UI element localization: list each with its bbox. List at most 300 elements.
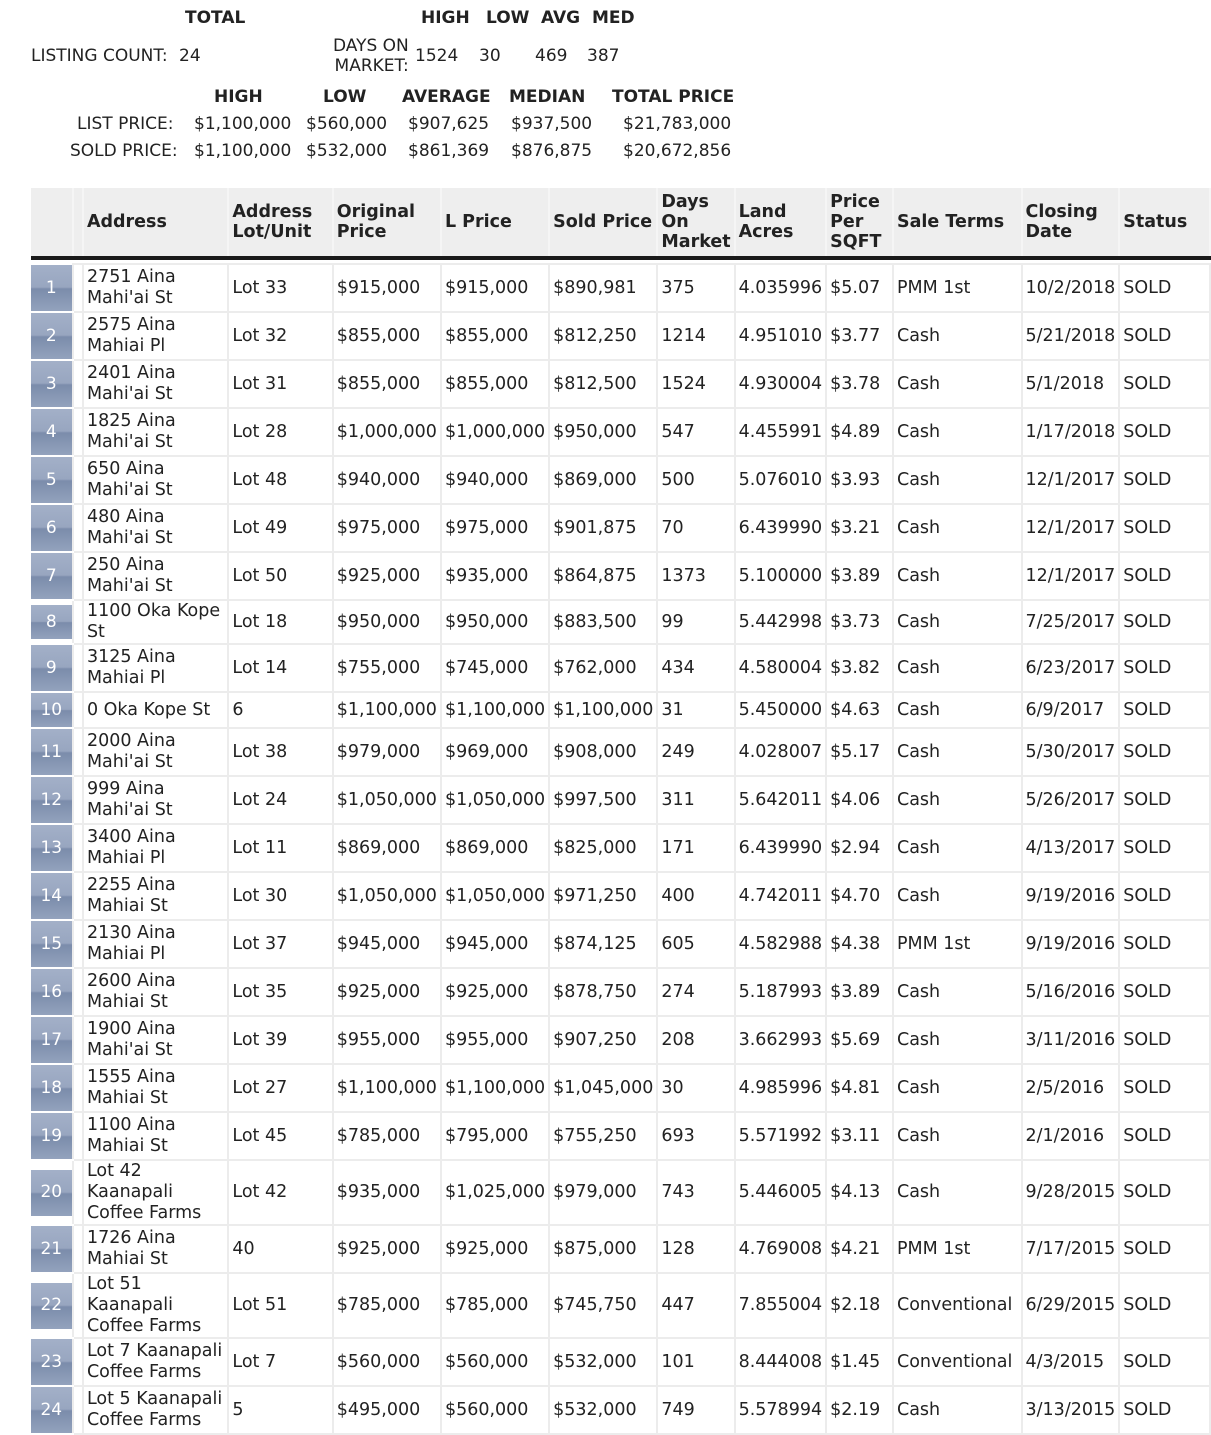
sale-terms-cell: Cash xyxy=(893,552,1022,600)
original-price-cell: $935,000 xyxy=(333,1160,441,1225)
original-price-cell: $1,100,000 xyxy=(333,692,441,728)
table-row[interactable] xyxy=(31,824,1210,872)
status-cell: SOLD xyxy=(1119,360,1210,408)
sold-price-cell: $755,250 xyxy=(549,1112,657,1160)
row-gap xyxy=(73,1160,83,1225)
sale-terms-cell: Cash xyxy=(893,456,1022,504)
status-cell: SOLD xyxy=(1119,728,1210,776)
land-acres-cell: 5.100000 xyxy=(735,552,827,600)
row-number: 4 xyxy=(31,409,72,455)
address-cell: 250 Aina Mahi'ai St xyxy=(83,552,228,600)
column-header-original-price[interactable]: Original Price xyxy=(333,188,441,258)
land-acres-cell: 4.742011 xyxy=(735,872,827,920)
row-gap xyxy=(73,872,83,920)
row-number-cell xyxy=(31,1016,73,1064)
row-gap xyxy=(73,1064,83,1112)
row-number: 20 xyxy=(31,1170,72,1216)
dom-label xyxy=(333,36,409,76)
row-gap xyxy=(73,1112,83,1160)
row-gap xyxy=(73,456,83,504)
closing-date-cell: 5/26/2017 xyxy=(1022,776,1120,824)
price-per-sqft-cell: $3.89 xyxy=(826,552,893,600)
sale-terms-cell: Cash xyxy=(893,824,1022,872)
land-acres-cell: 4.028007 xyxy=(735,728,827,776)
status-cell: SOLD xyxy=(1119,1386,1210,1434)
sale-terms-cell: PMM 1st xyxy=(893,920,1022,968)
price-per-sqft-cell: $4.70 xyxy=(826,872,893,920)
status-cell: SOLD xyxy=(1119,1016,1210,1064)
sale-terms-cell: Cash xyxy=(893,360,1022,408)
closing-date-cell: 1/17/2018 xyxy=(1022,408,1120,456)
price-per-sqft-cell: $4.63 xyxy=(826,692,893,728)
l-price-cell: $945,000 xyxy=(441,920,549,968)
column-header-price-per-sqft[interactable]: Price Per SQFT xyxy=(826,188,893,258)
table-row[interactable] xyxy=(31,1338,1210,1386)
row-number: 2 xyxy=(31,313,72,359)
original-price-cell: $855,000 xyxy=(333,360,441,408)
row-number-cell xyxy=(31,600,73,644)
row-gap xyxy=(73,968,83,1016)
dom-avg-value: 469 xyxy=(535,46,568,66)
l-price-cell: $975,000 xyxy=(441,504,549,552)
closing-date-cell: 4/13/2017 xyxy=(1022,824,1120,872)
status-cell: SOLD xyxy=(1119,1112,1210,1160)
row-number: 12 xyxy=(31,777,72,823)
row-gap xyxy=(73,360,83,408)
dom-header-high: HIGH xyxy=(421,8,470,28)
l-price-cell: $1,100,000 xyxy=(441,692,549,728)
land-acres-cell: 4.951010 xyxy=(735,312,827,360)
l-price-cell: $925,000 xyxy=(441,968,549,1016)
original-price-cell: $945,000 xyxy=(333,920,441,968)
price-header-low: LOW xyxy=(323,87,367,107)
row-number-cell xyxy=(31,1386,73,1434)
row-number-cell xyxy=(31,552,73,600)
price-per-sqft-cell: $1.45 xyxy=(826,1338,893,1386)
sold-price-cell: $883,500 xyxy=(549,600,657,644)
price-per-sqft-cell: $3.21 xyxy=(826,504,893,552)
dom-low-value: 30 xyxy=(479,46,501,66)
lot-unit-cell: Lot 45 xyxy=(228,1112,332,1160)
row-number: 17 xyxy=(31,1017,72,1063)
table-row[interactable] xyxy=(31,692,1210,728)
column-header-address[interactable]: Address xyxy=(83,188,228,258)
column-header-closing-date[interactable]: Closing Date xyxy=(1022,188,1120,258)
address-cell: 2600 Aina Mahiai St xyxy=(83,968,228,1016)
row-number-header xyxy=(31,188,73,258)
address-cell: 1100 Aina Mahiai St xyxy=(83,1112,228,1160)
closing-date-cell: 5/30/2017 xyxy=(1022,728,1120,776)
l-price-cell: $1,050,000 xyxy=(441,776,549,824)
land-acres-cell: 5.442998 xyxy=(735,600,827,644)
list-price-low: $560,000 xyxy=(306,114,388,134)
original-price-cell: $975,000 xyxy=(333,504,441,552)
row-number: 10 xyxy=(31,693,72,727)
status-cell: SOLD xyxy=(1119,692,1210,728)
column-header-land-acres[interactable]: Land Acres xyxy=(735,188,827,258)
closing-date-cell: 12/1/2017 xyxy=(1022,504,1120,552)
address-cell: 480 Aina Mahi'ai St xyxy=(83,504,228,552)
row-number: 24 xyxy=(31,1387,72,1433)
closing-date-cell: 6/23/2017 xyxy=(1022,644,1120,692)
l-price-cell: $969,000 xyxy=(441,728,549,776)
original-price-cell: $560,000 xyxy=(333,1338,441,1386)
price-per-sqft-cell: $5.07 xyxy=(826,264,893,312)
days-on-market-cell: 31 xyxy=(657,692,734,728)
l-price-cell: $1,000,000 xyxy=(441,408,549,456)
table-row[interactable] xyxy=(31,360,1210,408)
original-price-cell: $1,100,000 xyxy=(333,1064,441,1112)
closing-date-cell: 4/3/2015 xyxy=(1022,1338,1120,1386)
row-number: 16 xyxy=(31,969,72,1015)
list-price-label: LIST PRICE: xyxy=(77,114,174,134)
original-price-cell: $1,050,000 xyxy=(333,872,441,920)
price-per-sqft-cell: $4.06 xyxy=(826,776,893,824)
lot-unit-cell: Lot 14 xyxy=(228,644,332,692)
row-gap xyxy=(73,408,83,456)
original-price-cell: $495,000 xyxy=(333,1386,441,1434)
row-gap xyxy=(73,264,83,312)
lot-unit-cell: Lot 39 xyxy=(228,1016,332,1064)
sold-price-label: SOLD PRICE: xyxy=(70,141,178,161)
table-row[interactable] xyxy=(31,872,1210,920)
sale-terms-cell: Cash xyxy=(893,1112,1022,1160)
table-row[interactable] xyxy=(31,1160,1210,1225)
row-number: 22 xyxy=(31,1283,72,1329)
sold-price-low: $532,000 xyxy=(306,141,388,161)
price-header-high: HIGH xyxy=(214,87,263,107)
days-on-market-cell: 447 xyxy=(657,1273,734,1338)
address-cell: 3125 Aina Mahiai Pl xyxy=(83,644,228,692)
table-row[interactable] xyxy=(31,1016,1210,1064)
lot-unit-cell: Lot 50 xyxy=(228,552,332,600)
column-header-sold-price[interactable]: Sold Price xyxy=(549,188,657,258)
row-gap xyxy=(73,504,83,552)
original-price-cell: $1,000,000 xyxy=(333,408,441,456)
lot-unit-cell: Lot 35 xyxy=(228,968,332,1016)
column-header-status[interactable]: Status xyxy=(1119,188,1210,258)
sold-price-cell: $812,500 xyxy=(549,360,657,408)
original-price-cell: $925,000 xyxy=(333,552,441,600)
address-cell: 2575 Aina Mahiai Pl xyxy=(83,312,228,360)
original-price-cell: $915,000 xyxy=(333,264,441,312)
l-price-cell: $560,000 xyxy=(441,1386,549,1434)
address-cell: 650 Aina Mahi'ai St xyxy=(83,456,228,504)
row-number-cell xyxy=(31,644,73,692)
table-row[interactable] xyxy=(31,968,1210,1016)
column-header-lot-unit-label: Address Lot/Unit xyxy=(232,202,313,242)
sale-terms-cell: Cash xyxy=(893,504,1022,552)
table-row[interactable] xyxy=(31,776,1210,824)
original-price-cell: $869,000 xyxy=(333,824,441,872)
sold-price-cell: $997,500 xyxy=(549,776,657,824)
listing-count-value: 24 xyxy=(179,46,201,66)
l-price-cell: $869,000 xyxy=(441,824,549,872)
land-acres-cell: 5.642011 xyxy=(735,776,827,824)
sale-terms-cell: PMM 1st xyxy=(893,1225,1022,1273)
lot-unit-cell: Lot 42 xyxy=(228,1160,332,1225)
row-number: 21 xyxy=(31,1226,72,1272)
days-on-market-cell: 30 xyxy=(657,1064,734,1112)
table-row[interactable] xyxy=(31,728,1210,776)
column-header-lot-unit[interactable] xyxy=(228,188,332,258)
land-acres-cell: 5.076010 xyxy=(735,456,827,504)
sold-price-high: $1,100,000 xyxy=(194,141,292,161)
closing-date-cell: 7/17/2015 xyxy=(1022,1225,1120,1273)
row-number-cell xyxy=(31,456,73,504)
row-gap xyxy=(73,552,83,600)
original-price-cell: $925,000 xyxy=(333,1225,441,1273)
row-number-cell xyxy=(31,824,73,872)
closing-date-cell: 6/29/2015 xyxy=(1022,1273,1120,1338)
table-row[interactable] xyxy=(31,1386,1210,1434)
row-gap xyxy=(73,312,83,360)
lot-unit-cell: 40 xyxy=(228,1225,332,1273)
sale-terms-cell: Cash xyxy=(893,728,1022,776)
sale-terms-cell: Conventional xyxy=(893,1338,1022,1386)
column-header-l-price[interactable]: L Price xyxy=(441,188,549,258)
days-on-market-cell: 434 xyxy=(657,644,734,692)
list-price-high: $1,100,000 xyxy=(194,114,292,134)
table-row[interactable] xyxy=(31,600,1210,644)
closing-date-cell: 7/25/2017 xyxy=(1022,600,1120,644)
sold-price-cell: $869,000 xyxy=(549,456,657,504)
closing-date-cell: 9/28/2015 xyxy=(1022,1160,1120,1225)
table-row[interactable] xyxy=(31,1064,1210,1112)
sold-price-cell: $878,750 xyxy=(549,968,657,1016)
price-header-average: AVERAGE xyxy=(402,87,491,107)
sold-price-cell: $812,250 xyxy=(549,312,657,360)
lot-unit-cell: Lot 37 xyxy=(228,920,332,968)
row-gap xyxy=(73,920,83,968)
original-price-cell: $855,000 xyxy=(333,312,441,360)
days-on-market-cell: 743 xyxy=(657,1160,734,1225)
days-on-market-cell: 171 xyxy=(657,824,734,872)
price-per-sqft-cell: $3.11 xyxy=(826,1112,893,1160)
row-gap xyxy=(73,1273,83,1338)
sold-price-total: $20,672,856 xyxy=(623,141,732,161)
sold-price-cell: $979,000 xyxy=(549,1160,657,1225)
lot-unit-cell: Lot 7 xyxy=(228,1338,332,1386)
row-number-cell xyxy=(31,968,73,1016)
sale-terms-cell: Cash xyxy=(893,692,1022,728)
row-number: 1 xyxy=(31,265,72,311)
row-number-cell xyxy=(31,1112,73,1160)
status-cell: SOLD xyxy=(1119,1225,1210,1273)
land-acres-cell: 5.187993 xyxy=(735,968,827,1016)
row-gap xyxy=(73,1225,83,1273)
sold-price-cell: $1,100,000 xyxy=(549,692,657,728)
lot-unit-cell: Lot 24 xyxy=(228,776,332,824)
original-price-cell: $755,000 xyxy=(333,644,441,692)
status-cell: SOLD xyxy=(1119,600,1210,644)
table-row[interactable] xyxy=(31,504,1210,552)
table-row[interactable] xyxy=(31,1112,1210,1160)
row-gap xyxy=(73,692,83,728)
row-number-cell xyxy=(31,360,73,408)
land-acres-cell: 4.985996 xyxy=(735,1064,827,1112)
sale-terms-cell: Cash xyxy=(893,776,1022,824)
sold-price-cell: $532,000 xyxy=(549,1338,657,1386)
row-gap xyxy=(73,1386,83,1434)
l-price-cell: $1,100,000 xyxy=(441,1064,549,1112)
table-row[interactable] xyxy=(31,456,1210,504)
row-number: 19 xyxy=(31,1113,72,1159)
price-per-sqft-cell: $2.19 xyxy=(826,1386,893,1434)
row-number: 13 xyxy=(31,825,72,871)
land-acres-cell: 5.578994 xyxy=(735,1386,827,1434)
sold-price-cell: $745,750 xyxy=(549,1273,657,1338)
lot-unit-cell: Lot 33 xyxy=(228,264,332,312)
row-gap xyxy=(73,824,83,872)
table-row[interactable] xyxy=(31,1273,1210,1338)
table-row[interactable] xyxy=(31,552,1210,600)
row-number-cell xyxy=(31,1338,73,1386)
price-per-sqft-cell: $4.81 xyxy=(826,1064,893,1112)
row-number-cell xyxy=(31,408,73,456)
address-cell: 1100 Oka Kope St xyxy=(83,600,228,644)
list-price-median: $937,500 xyxy=(511,114,593,134)
row-number: 14 xyxy=(31,873,72,919)
column-header-days-on-market[interactable]: Days On Market xyxy=(657,188,734,258)
status-cell: SOLD xyxy=(1119,1273,1210,1338)
address-cell: 2130 Aina Mahiai Pl xyxy=(83,920,228,968)
sale-terms-cell: Cash xyxy=(893,1016,1022,1064)
land-acres-cell: 4.582988 xyxy=(735,920,827,968)
price-per-sqft-cell: $2.18 xyxy=(826,1273,893,1338)
table-row[interactable] xyxy=(31,408,1210,456)
status-cell: SOLD xyxy=(1119,504,1210,552)
sale-terms-cell: Cash xyxy=(893,872,1022,920)
price-per-sqft-cell: $4.21 xyxy=(826,1225,893,1273)
row-number: 5 xyxy=(31,457,72,503)
sold-price-cell: $762,000 xyxy=(549,644,657,692)
closing-date-cell: 12/1/2017 xyxy=(1022,456,1120,504)
status-cell: SOLD xyxy=(1119,872,1210,920)
price-per-sqft-cell: $4.89 xyxy=(826,408,893,456)
row-gap xyxy=(73,776,83,824)
table-row[interactable] xyxy=(31,920,1210,968)
status-cell: SOLD xyxy=(1119,1338,1210,1386)
row-gap xyxy=(73,1338,83,1386)
sale-terms-cell: Cash xyxy=(893,408,1022,456)
status-cell: SOLD xyxy=(1119,408,1210,456)
status-cell: SOLD xyxy=(1119,264,1210,312)
row-gap xyxy=(73,728,83,776)
days-on-market-cell: 208 xyxy=(657,1016,734,1064)
sold-price-median: $876,875 xyxy=(511,141,593,161)
land-acres-cell: 3.662993 xyxy=(735,1016,827,1064)
days-on-market-cell: 311 xyxy=(657,776,734,824)
closing-date-cell: 5/1/2018 xyxy=(1022,360,1120,408)
address-cell: 0 Oka Kope St xyxy=(83,692,228,728)
list-price-total: $21,783,000 xyxy=(623,114,732,134)
sold-price-cell: $971,250 xyxy=(549,872,657,920)
days-on-market-cell: 693 xyxy=(657,1112,734,1160)
original-price-cell: $950,000 xyxy=(333,600,441,644)
row-number: 7 xyxy=(31,553,72,599)
original-price-cell: $979,000 xyxy=(333,728,441,776)
row-number: 6 xyxy=(31,505,72,551)
address-cell: 1555 Aina Mahiai St xyxy=(83,1064,228,1112)
price-per-sqft-cell: $3.93 xyxy=(826,456,893,504)
row-number-cell xyxy=(31,1273,73,1338)
sale-terms-cell: Cash xyxy=(893,968,1022,1016)
table-row[interactable] xyxy=(31,1225,1210,1273)
address-cell: 2255 Aina Mahiai St xyxy=(83,872,228,920)
sale-terms-cell: PMM 1st xyxy=(893,264,1022,312)
row-number-cell xyxy=(31,264,73,312)
price-per-sqft-cell: $3.78 xyxy=(826,360,893,408)
address-cell: 2401 Aina Mahi'ai St xyxy=(83,360,228,408)
land-acres-cell: 4.580004 xyxy=(735,644,827,692)
original-price-cell: $785,000 xyxy=(333,1112,441,1160)
lot-unit-cell: Lot 11 xyxy=(228,824,332,872)
row-number-cell xyxy=(31,872,73,920)
lot-unit-cell: 6 xyxy=(228,692,332,728)
address-cell: 2000 Aina Mahi'ai St xyxy=(83,728,228,776)
status-cell: SOLD xyxy=(1119,1064,1210,1112)
original-price-cell: $785,000 xyxy=(333,1273,441,1338)
sold-price-cell: $901,875 xyxy=(549,504,657,552)
address-cell: Lot 51 Kaanapali Coffee Farms xyxy=(83,1273,228,1338)
table-row[interactable] xyxy=(31,644,1210,692)
land-acres-cell: 4.769008 xyxy=(735,1225,827,1273)
lot-unit-cell: Lot 28 xyxy=(228,408,332,456)
price-per-sqft-cell: $3.73 xyxy=(826,600,893,644)
column-header-sale-terms[interactable]: Sale Terms xyxy=(893,188,1022,258)
land-acres-cell: 8.444008 xyxy=(735,1338,827,1386)
sold-price-cell: $864,875 xyxy=(549,552,657,600)
l-price-cell: $745,000 xyxy=(441,644,549,692)
address-cell: Lot 5 Kaanapali Coffee Farms xyxy=(83,1386,228,1434)
table-row[interactable] xyxy=(31,312,1210,360)
row-number: 9 xyxy=(31,645,72,691)
days-on-market-cell: 99 xyxy=(657,600,734,644)
row-number: 23 xyxy=(31,1339,72,1385)
sold-price-cell: $875,000 xyxy=(549,1225,657,1273)
sale-terms-cell: Cash xyxy=(893,312,1022,360)
row-number-cell xyxy=(31,692,73,728)
address-cell: 1825 Aina Mahi'ai St xyxy=(83,408,228,456)
price-per-sqft-cell: $4.38 xyxy=(826,920,893,968)
closing-date-cell: 2/5/2016 xyxy=(1022,1064,1120,1112)
days-on-market-cell: 500 xyxy=(657,456,734,504)
sold-price-cell: $532,000 xyxy=(549,1386,657,1434)
price-per-sqft-cell: $2.94 xyxy=(826,824,893,872)
land-acres-cell: 5.571992 xyxy=(735,1112,827,1160)
lot-unit-cell: Lot 31 xyxy=(228,360,332,408)
l-price-cell: $940,000 xyxy=(441,456,549,504)
row-number: 15 xyxy=(31,921,72,967)
address-cell: Lot 7 Kaanapali Coffee Farms xyxy=(83,1338,228,1386)
row-gap xyxy=(73,1016,83,1064)
sold-price-cell: $825,000 xyxy=(549,824,657,872)
closing-date-cell: 10/2/2018 xyxy=(1022,264,1120,312)
l-price-cell: $950,000 xyxy=(441,600,549,644)
status-cell: SOLD xyxy=(1119,644,1210,692)
table-row[interactable] xyxy=(31,264,1210,312)
price-per-sqft-cell: $3.77 xyxy=(826,312,893,360)
row-number-cell xyxy=(31,312,73,360)
original-price-cell: $955,000 xyxy=(333,1016,441,1064)
row-gap xyxy=(73,600,83,644)
price-header-total: TOTAL PRICE xyxy=(612,87,735,107)
original-price-cell: $925,000 xyxy=(333,968,441,1016)
lot-unit-cell: Lot 27 xyxy=(228,1064,332,1112)
days-on-market-cell: 375 xyxy=(657,264,734,312)
list-price-average: $907,625 xyxy=(408,114,490,134)
